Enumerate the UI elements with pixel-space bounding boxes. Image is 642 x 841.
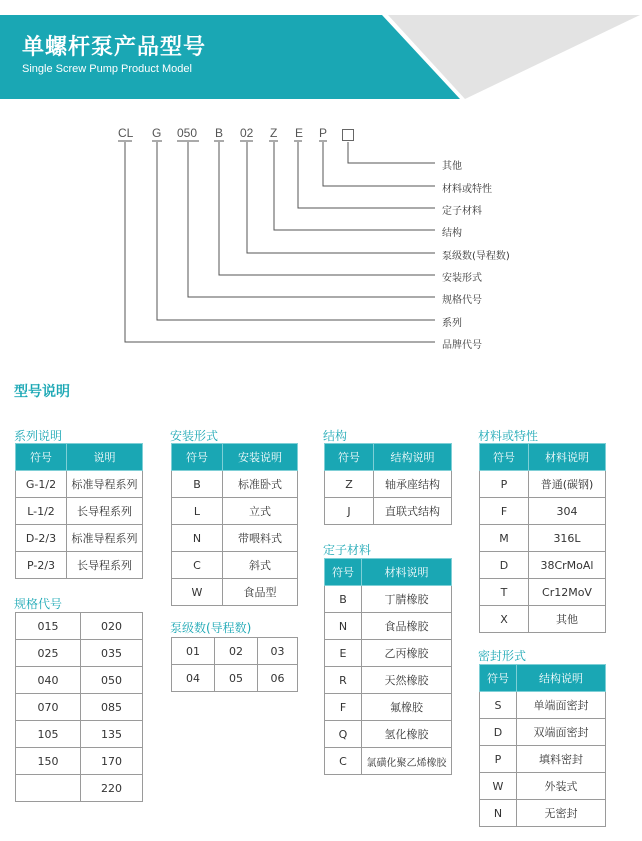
line-stages — [247, 142, 435, 253]
seal-cell: 外装式 — [517, 773, 606, 800]
table-row — [172, 525, 298, 552]
spec-cell: 105 — [16, 721, 81, 748]
stator-table — [324, 558, 452, 775]
label-stages: 泵级数(导程数) — [442, 251, 510, 262]
series-cell: G-1/2 — [16, 471, 67, 498]
seal-cell: W — [480, 773, 517, 800]
table-row — [16, 471, 143, 498]
material-cell: P — [480, 471, 529, 498]
install-cell: W — [172, 579, 223, 606]
structure-cell: Z — [325, 471, 374, 498]
spec-cell: 050 — [81, 667, 143, 694]
table-row — [325, 640, 452, 667]
table-row — [480, 498, 606, 525]
seal-header-desc: 结构说明 — [517, 665, 606, 692]
label-other: 其他 — [442, 161, 462, 172]
seal-cell: 无密封 — [517, 800, 606, 827]
table-row — [172, 579, 298, 606]
material-cell: 其他 — [529, 606, 606, 633]
seal-table — [479, 664, 606, 827]
series-cell: P-2/3 — [16, 552, 67, 579]
spec-cell: 015 — [16, 613, 81, 640]
structure-header-symbol: 符号 — [325, 444, 374, 471]
seal-header-symbol: 符号 — [480, 665, 517, 692]
line-spec — [188, 142, 435, 297]
seal-cell: S — [480, 692, 517, 719]
stator-cell: R — [325, 667, 362, 694]
structure-table — [324, 443, 452, 525]
install-header-desc: 安装说明 — [223, 444, 298, 471]
code-segment-series: G — [152, 126, 162, 140]
stator-cell: 天然橡胶 — [362, 667, 452, 694]
section-title: 型号说明 — [14, 384, 70, 400]
spec-cell: 085 — [81, 694, 143, 721]
stages-cell: 04 — [172, 665, 215, 692]
seal-cell: 双端面密封 — [517, 719, 606, 746]
table-row — [325, 586, 452, 613]
material-cell: D — [480, 552, 529, 579]
label-structure: 结构 — [442, 228, 462, 239]
table-row — [325, 667, 452, 694]
code-segment-install: B — [215, 126, 224, 140]
table-row — [480, 606, 606, 633]
material-cell: M — [480, 525, 529, 552]
table-row — [325, 694, 452, 721]
stator-cell: E — [325, 640, 362, 667]
material-header-symbol: 符号 — [480, 444, 529, 471]
structure-header-desc: 结构说明 — [374, 444, 452, 471]
table-row — [480, 719, 606, 746]
table-row — [16, 775, 143, 802]
series-table — [15, 443, 143, 579]
seal-cell: D — [480, 719, 517, 746]
table-row — [480, 525, 606, 552]
table-row — [16, 613, 143, 640]
seal-cell: P — [480, 746, 517, 773]
table-row — [172, 638, 298, 665]
material-header-desc: 材料说明 — [529, 444, 606, 471]
series-cell: 标准导程系列 — [67, 471, 143, 498]
material-table-title: 材料或特性 — [478, 429, 539, 443]
stages-table-title: 泵级数(导程数) — [170, 621, 252, 635]
line-material — [323, 142, 435, 186]
table-row — [16, 640, 143, 667]
spec-table-title: 规格代号 — [14, 597, 63, 611]
install-cell: B — [172, 471, 223, 498]
table-row — [480, 692, 606, 719]
label-spec: 规格代号 — [442, 295, 482, 306]
install-cell: C — [172, 552, 223, 579]
install-cell: 食品型 — [223, 579, 298, 606]
seal-table-title: 密封形式 — [478, 649, 527, 663]
spec-cell: 170 — [81, 748, 143, 775]
install-cell: 立式 — [223, 498, 298, 525]
stator-cell: F — [325, 694, 362, 721]
stator-cell: 氟橡胶 — [362, 694, 452, 721]
table-row — [16, 667, 143, 694]
table-row — [172, 665, 298, 692]
spec-cell: 070 — [16, 694, 81, 721]
code-segment-stator: E — [295, 126, 304, 140]
table-row — [325, 721, 452, 748]
material-cell: 304 — [529, 498, 606, 525]
code-segment-spec: 050 — [177, 126, 198, 140]
spec-table — [15, 612, 143, 802]
series-cell: 标准导程系列 — [67, 525, 143, 552]
material-cell: 38CrMoAl — [529, 552, 606, 579]
code-segment-structure: Z — [270, 126, 278, 140]
stages-cell: 01 — [172, 638, 215, 665]
install-header-symbol: 符号 — [172, 444, 223, 471]
stages-cell: 03 — [258, 638, 298, 665]
page-subtitle: Single Screw Pump Product Model — [22, 63, 192, 75]
stages-cell: 06 — [258, 665, 298, 692]
spec-cell: 020 — [81, 613, 143, 640]
seal-cell: 单端面密封 — [517, 692, 606, 719]
table-row — [480, 471, 606, 498]
stator-cell: 食品橡胶 — [362, 613, 452, 640]
stator-cell: 氯磺化聚乙烯橡胶 — [362, 748, 452, 775]
table-row — [325, 613, 452, 640]
material-cell: 普通(碳钢) — [529, 471, 606, 498]
line-other — [348, 142, 435, 163]
label-brand: 品牌代号 — [442, 340, 482, 351]
table-row — [16, 552, 143, 579]
table-row — [325, 471, 452, 498]
table-row — [480, 746, 606, 773]
spec-cell: 220 — [81, 775, 143, 802]
label-install: 安装形式 — [442, 273, 482, 284]
spec-cell — [16, 775, 81, 802]
series-cell: D-2/3 — [16, 525, 67, 552]
stages-cell: 05 — [215, 665, 258, 692]
table-row — [172, 471, 298, 498]
code-segment-stages: 02 — [240, 126, 254, 140]
label-stator: 定子材料 — [442, 206, 482, 217]
line-stator — [298, 142, 435, 208]
spec-cell: 135 — [81, 721, 143, 748]
line-brand — [125, 142, 435, 342]
model-code-lines — [0, 0, 642, 360]
install-cell: L — [172, 498, 223, 525]
series-cell: 长导程系列 — [67, 498, 143, 525]
material-cell: T — [480, 579, 529, 606]
table-row — [480, 552, 606, 579]
install-table — [171, 443, 298, 606]
spec-cell: 150 — [16, 748, 81, 775]
material-cell: Cr12MoV — [529, 579, 606, 606]
line-series — [157, 142, 435, 320]
table-row — [16, 525, 143, 552]
stator-cell: Q — [325, 721, 362, 748]
table-row — [325, 498, 452, 525]
code-segment-material: P — [319, 126, 328, 140]
seal-cell: 填料密封 — [517, 746, 606, 773]
stages-cell: 02 — [215, 638, 258, 665]
table-row — [172, 552, 298, 579]
page-title: 单螺杆泵产品型号 — [22, 35, 207, 60]
series-cell: L-1/2 — [16, 498, 67, 525]
series-table-title: 系列说明 — [14, 429, 63, 443]
stator-cell: 氢化橡胶 — [362, 721, 452, 748]
table-row — [172, 498, 298, 525]
spec-cell: 035 — [81, 640, 143, 667]
stator-header-desc: 材料说明 — [362, 559, 452, 586]
series-cell: 长导程系列 — [67, 552, 143, 579]
stator-cell: N — [325, 613, 362, 640]
material-table — [479, 443, 606, 633]
install-cell: 标准卧式 — [223, 471, 298, 498]
material-cell: X — [480, 606, 529, 633]
table-row — [480, 800, 606, 827]
stator-cell: 丁腈橡胶 — [362, 586, 452, 613]
spec-cell: 040 — [16, 667, 81, 694]
table-row — [16, 694, 143, 721]
label-series: 系列 — [442, 318, 462, 329]
material-cell: 316L — [529, 525, 606, 552]
structure-cell: J — [325, 498, 374, 525]
stator-cell: B — [325, 586, 362, 613]
stator-cell: 乙丙橡胶 — [362, 640, 452, 667]
install-table-title: 安装形式 — [170, 429, 219, 443]
stator-cell: C — [325, 748, 362, 775]
table-row — [16, 748, 143, 775]
structure-table-title: 结构 — [323, 429, 348, 443]
seal-cell: N — [480, 800, 517, 827]
table-row — [16, 498, 143, 525]
structure-cell: 直联式结构 — [374, 498, 452, 525]
structure-cell: 轴承座结构 — [374, 471, 452, 498]
install-cell: 斜式 — [223, 552, 298, 579]
code-segment-brand: CL — [118, 126, 134, 140]
install-cell: N — [172, 525, 223, 552]
series-header-desc: 说明 — [67, 444, 143, 471]
table-row — [480, 579, 606, 606]
series-header-symbol: 符号 — [16, 444, 67, 471]
stages-table — [171, 637, 298, 692]
table-row — [325, 748, 452, 775]
table-row — [16, 721, 143, 748]
spec-cell: 025 — [16, 640, 81, 667]
stator-header-symbol: 符号 — [325, 559, 362, 586]
material-cell: F — [480, 498, 529, 525]
stator-table-title: 定子材料 — [323, 543, 372, 557]
install-cell: 带喂料式 — [223, 525, 298, 552]
label-material: 材料或特性 — [442, 184, 492, 195]
table-row — [480, 773, 606, 800]
